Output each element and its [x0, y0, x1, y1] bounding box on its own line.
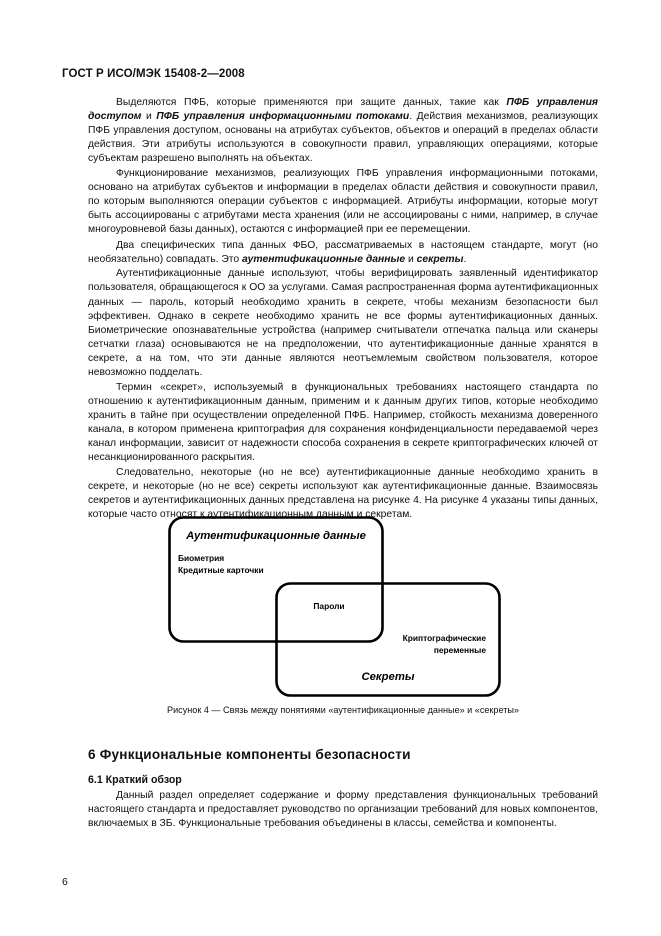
document-header: ГОСТ Р ИСО/МЭК 15408-2—2008 [62, 68, 245, 80]
text-run: и [405, 253, 417, 265]
section-body [88, 789, 598, 831]
text-run: . Действия механизмов, реализующих ПФБ управления доступом, основаны на атрибутах субъектов, объектов и операций в пределах области действия. Эти атрибуты используются в совокупности правил, управляющих операциями, которые субъектам разрешено выполнять на объектах. [88, 111, 598, 165]
paragraph-access-control [88, 96, 598, 166]
term-access-control: ПФБ управления доступом [88, 97, 599, 123]
term-auth-data: аутентификационные данные [242, 253, 406, 265]
text-run: и [141, 111, 157, 123]
paragraph-info-flow: Функционирование механизмов, реализующих ПФБ управления информационными потоками, основано на атрибутах субъектов и информации в пределах области действия и совокупности правил, по которым выполняются операции субъектов с информацией. Атрибуты информации, которые могут быть ассоциированы с атрибутами места хранения (или не ассоциированы с ними, например, в случае многоуровневой базы данных), остаются с информацией при ее перемещении. [88, 168, 598, 236]
auth-data-title: Аутентификационные данные [186, 530, 366, 542]
paragraph-data-types [88, 239, 598, 267]
section-heading: 6 Функциональные компоненты безопасности [88, 747, 411, 762]
crypto-label-line2: переменные [433, 645, 486, 655]
secrets-title: Секреты [361, 671, 415, 683]
figure-caption: Рисунок 4 — Связь между понятиями «аутентификационные данные» и «секреты» [167, 705, 519, 715]
text-run: . [463, 253, 467, 265]
body-text [88, 96, 598, 523]
paragraph-relationship: Следовательно, некоторые (но не все) аутентификационные данные необходимо хранить в секрете, и некоторые (но не все) секреты используют как аутентификационные данные. Взаимосвязь секретов и аутентификационных данных представлена на рисунке 4. На рисунке 4 указаны типы данных, которые часто относят к аутентификационным данным и секретам. [88, 466, 598, 521]
paragraph-overview: Данный раздел определяет содержание и форму представления функциональных требований настоящего стандарта и предоставляет руководство по организации требований для новых компонентов, включаемых в ЗБ. Функциональные требования объединены в классы, семейства и компоненты. [88, 790, 598, 830]
page-number: 6 [62, 876, 68, 888]
term-secrets: секреты [416, 253, 464, 265]
term-info-flow: ПФБ управления информационными потоками [156, 111, 410, 123]
biometrics-label: Биометрия [178, 553, 225, 563]
text-run: Выделяются ПФБ, которые применяются при защите данных, такие как [116, 97, 507, 108]
credit-cards-label: Кредитные карточки [178, 565, 264, 575]
subsection-heading: 6.1 Краткий обзор [88, 774, 182, 786]
paragraph-secret-term: Термин «секрет», используемый в функциональных требованиях настоящего стандарта по отношению к аутентификационным данным, применим и к данным других типов, которые необходимо хранить в тайне при осуществлении определенной ПФБ. Например, стойкость механизма доверенного канала, в котором применена криптография для сохранения конфиденциальности передаваемой через канал информации, зависит от надежности способа сохранения в секрете криптографических ключей от несанкционированного раскрытия. [88, 381, 598, 464]
paragraph-auth-data: Аутентификационные данные используют, чтобы верифицировать заявленный идентификатор пользователя, обращающегося к ОО за услугами. Самая распространенная форма аутентификационных данных — пароль, который необходимо хранить в секрете, чтобы механизм безопасности был эффективен. Однако в секрете необходимо хранить не все формы аутентификационных данных. Биометрические опознавательные устройства (например считыватели отпечатка пальца или сканеры сетчатки глаза) основываются не на предположении, что аутентификационные данные хранятся в секрете, а на том, что эти данные являются неотъемлемым свойством пользователя, которое невозможно подделать. [88, 268, 598, 378]
passwords-label: Пароли [313, 601, 345, 611]
text-run: Два специфических типа данных ФБО, рассматриваемых в настоящем стандарте, могут (но необязательно) совпадать. Это [88, 239, 598, 265]
crypto-label-line1: Криптографические [402, 633, 486, 643]
venn-diagram [168, 514, 503, 700]
